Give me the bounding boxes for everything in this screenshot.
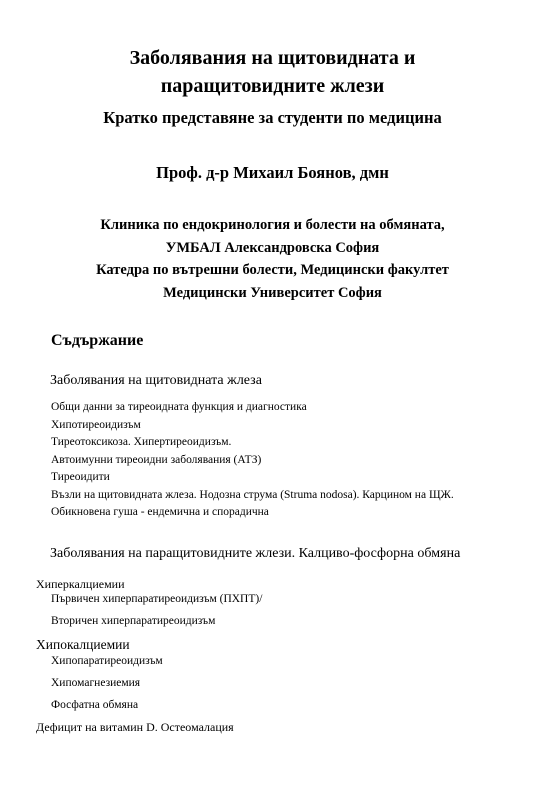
toc-group-hypocalcemia: Хипокалциемии [36, 637, 130, 652]
document-title [0, 44, 545, 100]
toc-item: Възли на щитовидната жлеза. Нодозна струма (Struma nodosa). Карцином на ЩЖ. [51, 488, 454, 501]
toc-item: Фосфатна обмяна [51, 699, 139, 711]
document-subtitle: Кратко представяне за студенти по медицина [103, 108, 442, 127]
affiliation-line-4: Медицински Университет София [163, 284, 382, 301]
toc-item: Автоимунни тиреоидни заболявания (АТЗ) [51, 453, 262, 466]
toc-item-vitamin-d: Дефицит на витамин D. Остеомалация [36, 720, 234, 734]
toc-item: Общи данни за тиреоидната функция и диагностика [51, 401, 307, 413]
affiliation-line-2: УМБАЛ Александровска София [165, 239, 380, 256]
toc-item: Хипопаратиреоидизъм [51, 655, 163, 667]
toc-section-thyroid: Заболявания на щитовидната жлеза [50, 373, 262, 388]
toc-heading: Съдържание [51, 332, 144, 349]
author-line: Проф. д-р Михаил Боянов, дмн [156, 163, 389, 182]
toc-section-parathyroid: Заболявания на паращитовидните жлези. Калциво-фосфорна обмяна [50, 546, 461, 561]
toc-item: Първичен хиперпаратиреоидизъм (ПХПТ)/ [51, 593, 263, 605]
toc-item: Хипотиреоидизъм [51, 418, 141, 431]
affiliation-line-3: Катедра по вътрешни болести, Медицински факултет [96, 262, 449, 278]
toc-item: Тиреоидити [51, 471, 110, 483]
title-line-2: паращитовидните жлези [160, 75, 385, 97]
toc-group-hypercalcemia: Хиперкалциемии [36, 577, 125, 591]
toc-item: Вторичен хиперпаратиреоидизъм [51, 615, 216, 627]
title-line-1: Заболявания на щитовидната и [129, 47, 416, 69]
toc-item: Хипомагнезиемия [51, 677, 141, 689]
affiliation-block [0, 214, 545, 304]
toc-item: Тиреотоксикоза. Хипертиреоидизъм. [51, 436, 232, 448]
affiliation-line-1: Клиника по ендокринология и болести на обмяната, [100, 217, 445, 233]
toc-item: Обикновена гуша - ендемична и спорадична [51, 506, 269, 518]
